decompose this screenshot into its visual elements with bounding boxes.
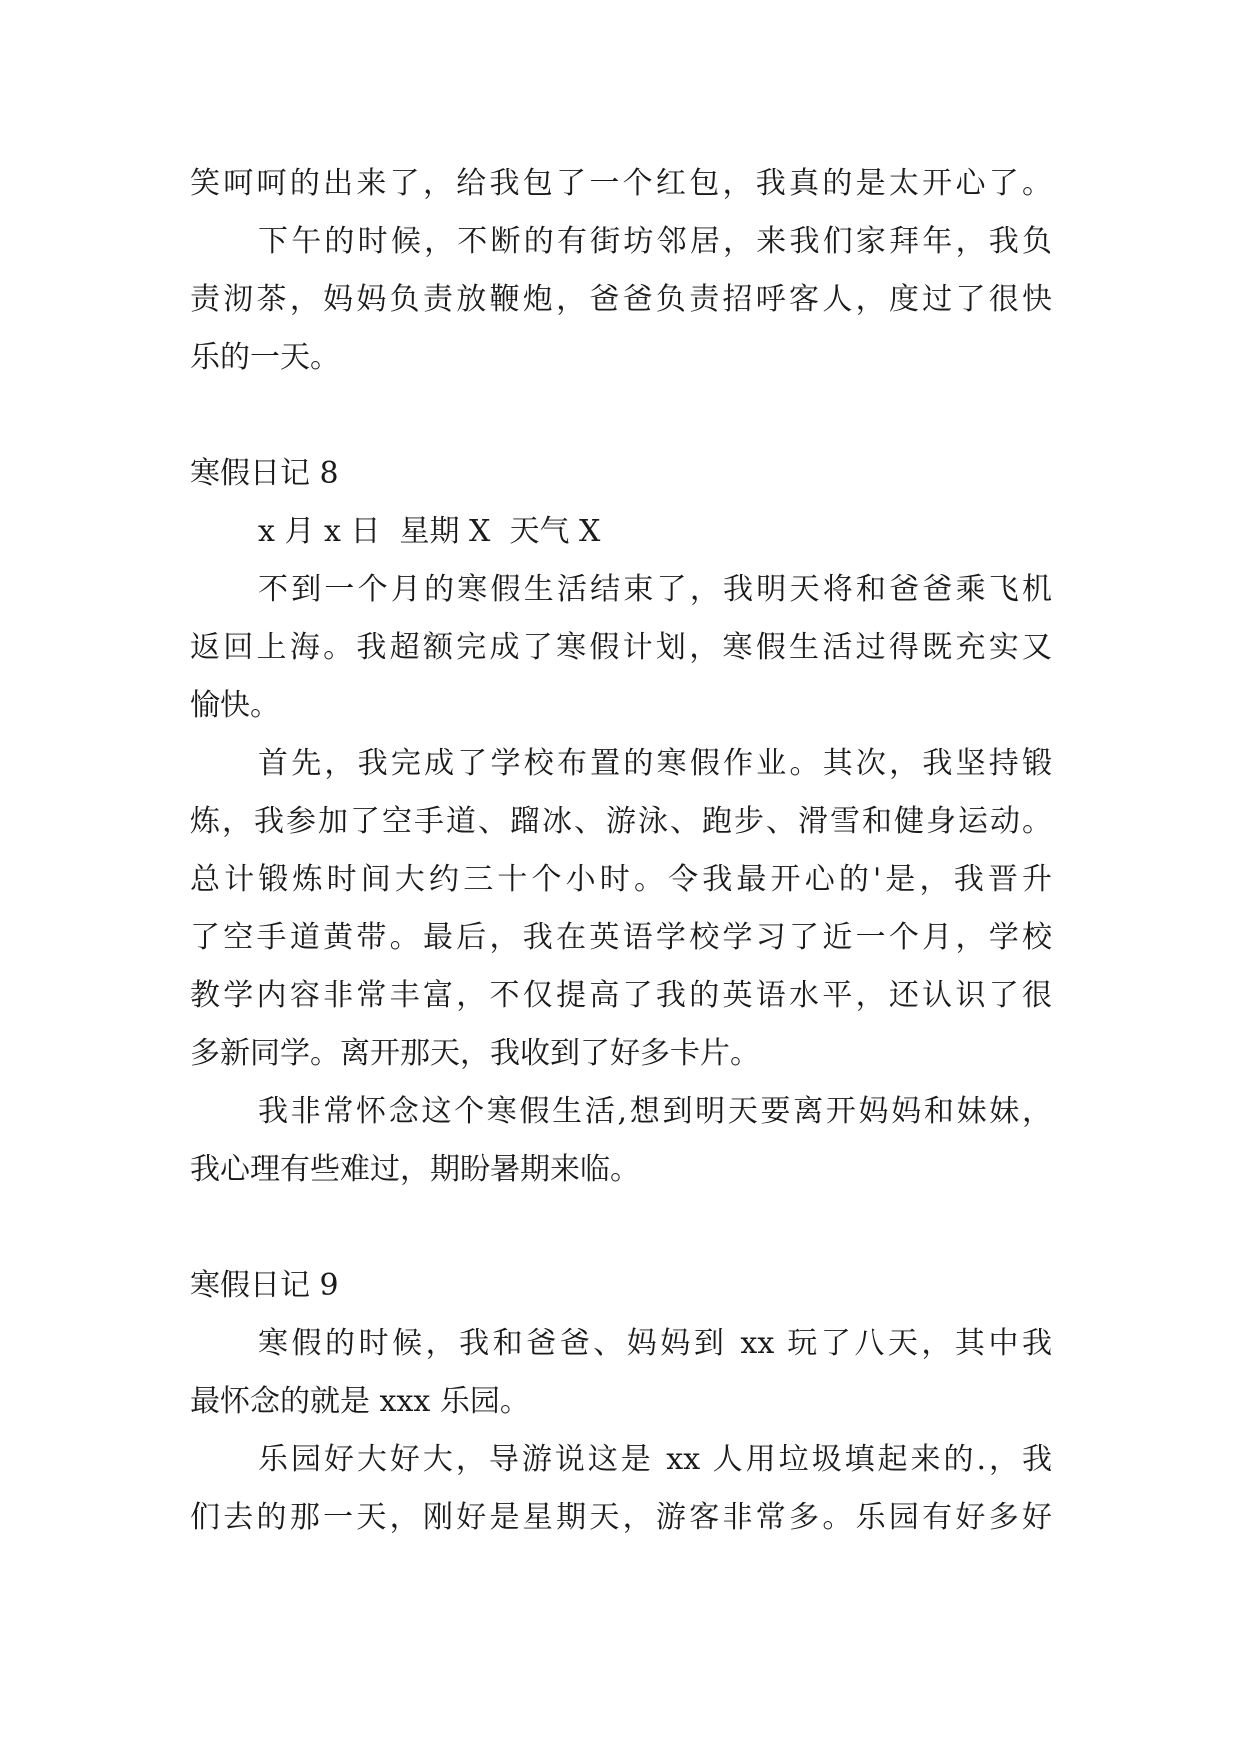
- paragraph-line: 了空手道黄带。最后，我在英语学校学习了近一个月，学校: [190, 920, 1052, 955]
- document-page: [190, 155, 1052, 1547]
- paragraph-line: 责沏茶，妈妈负责放鞭炮，爸爸负责招呼客人，度过了很快: [190, 282, 1052, 317]
- paragraph-line: 们去的那一天，刚好是星期天，游客非常多。乐园有好多好: [190, 1500, 1052, 1535]
- entry-title: 寒假日记 8: [190, 456, 339, 491]
- paragraph-line: 不到一个月的寒假生活结束了，我明天将和爸爸乘飞机: [258, 572, 1052, 607]
- paragraph-line: 愉快。: [190, 688, 280, 723]
- paragraph-line: 炼，我参加了空手道、蹓冰、游泳、跑步、滑雪和健身运动。: [190, 804, 1052, 839]
- paragraph-line: 多新同学。离开那天，我收到了好多卡片。: [190, 1036, 760, 1071]
- paragraph-line: 我心理有些难过，期盼暑期来临。: [190, 1152, 640, 1187]
- paragraph-line: 乐的一天。: [190, 340, 340, 375]
- entry-title: 寒假日记 9: [190, 1268, 339, 1303]
- paragraph-line: 下午的时候，不断的有街坊邻居，来我们家拜年，我负: [258, 224, 1052, 259]
- paragraph-line: 总计锻炼时间大约三十个小时。令我最开心的'是，我晋升: [190, 862, 1052, 897]
- paragraph-line: 寒假的时候，我和爸爸、妈妈到 xx 玩了八天，其中我: [258, 1326, 1052, 1361]
- entry-date-line: x 月 x 日 星期 X 天气 X: [258, 514, 601, 549]
- paragraph-line: 返回上海。我超额完成了寒假计划，寒假生活过得既充实又: [190, 630, 1052, 665]
- paragraph-line: 首先，我完成了学校布置的寒假作业。其次，我坚持锻: [258, 746, 1052, 781]
- paragraph-line: 笑呵呵的出来了，给我包了一个红包，我真的是太开心了。: [190, 166, 1052, 201]
- paragraph-line: 最怀念的就是 xxx 乐园。: [190, 1384, 530, 1419]
- paragraph-line: 乐园好大好大，导游说这是 xx 人用垃圾填起来的.，我: [258, 1442, 1052, 1477]
- paragraph-line: 我非常怀念这个寒假生活,想到明天要离开妈妈和妹妹，: [258, 1094, 1052, 1129]
- paragraph-line: 教学内容非常丰富，不仅提高了我的英语水平，还认识了很: [190, 978, 1052, 1013]
